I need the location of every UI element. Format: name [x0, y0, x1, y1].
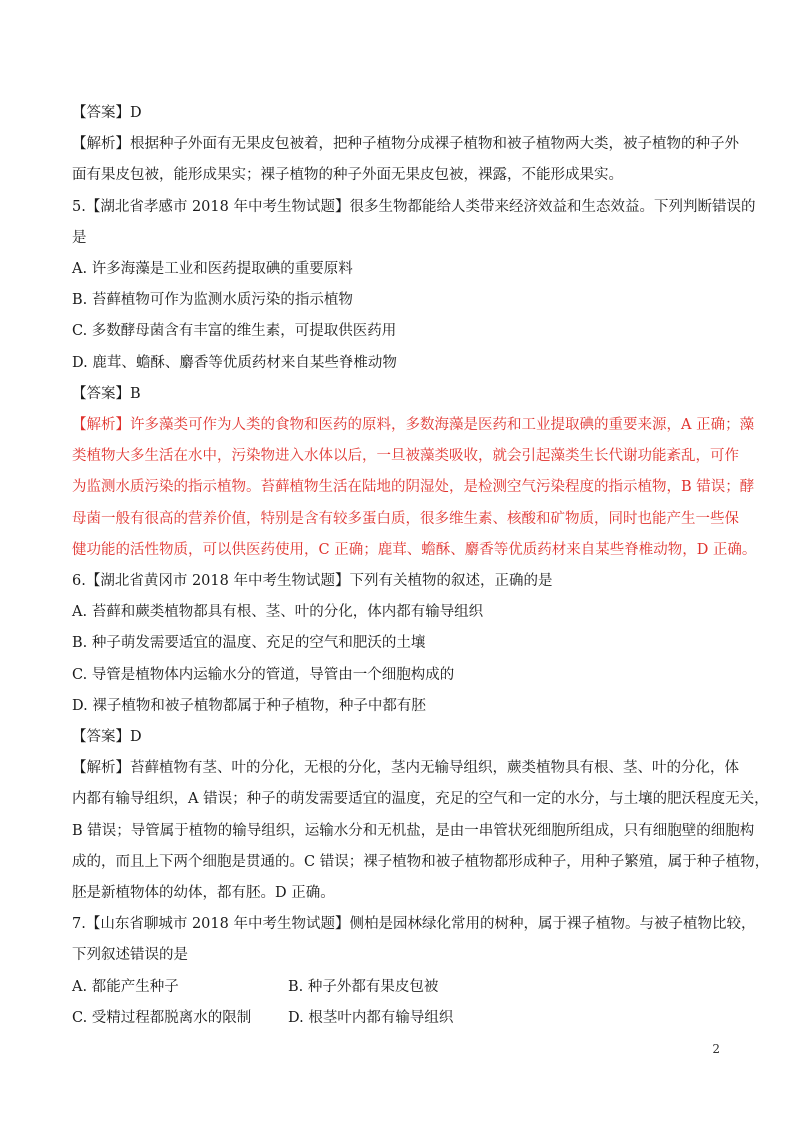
- page-number: 2: [712, 1042, 720, 1056]
- page-content: [72, 98, 770, 1034]
- option-line: A. 许多海藻是工业和医药提取碘的重要原料: [72, 261, 353, 278]
- option-line: D. 裸子植物和被子植物都属于种子植物，种子中都有胚: [72, 697, 426, 714]
- question-line: 是: [72, 229, 87, 246]
- option-line: C. 导管是植物体内运输水分的管道，导管由一个细胞构成的: [72, 666, 455, 683]
- option-right: D. 根茎叶内都有输导组织: [288, 1009, 454, 1026]
- analysis-line: B 错误；导管属于植物的输导组织，运输水分和无机盐，是由一串管状死细胞所组成，只有细胞壁的细胞构: [72, 822, 755, 839]
- answer-line: 【答案】D: [72, 105, 142, 121]
- analysis-line: 胚是新植物体的幼体，都有胚。D 正确。: [72, 885, 335, 902]
- option-right: B. 种子外都有果皮包被: [288, 978, 439, 995]
- analysis-line: 成的，而且上下两个细胞是贯通的。C 错误；裸子植物和被子植物都形成种子，用种子繁殖，属于种子植物，: [72, 853, 770, 870]
- option-row: [72, 1003, 724, 1034]
- question-line: 7.【山东省聊城市 2018 年中考生物试题】侧柏是园林绿化常用的树种，属于裸子植物。与被子植物比较，: [72, 916, 756, 933]
- option-left: C. 受精过程都脱离水的限制: [72, 1009, 252, 1026]
- option-line: B. 种子萌发需要适宜的温度、充足的空气和肥沃的土壤: [72, 635, 426, 652]
- analysis-line: 【解析】苔藓植物有茎、叶的分化，无根的分化，茎内无输导组织，蕨类植物具有根、茎、叶的分化，体: [72, 760, 739, 777]
- analysis-line: 【解析】许多藻类可作为人类的食物和医药的原料，多数海藻是医药和工业提取碘的重要来源，A 正确；藻: [72, 417, 755, 434]
- option-line: C. 多数酵母菌含有丰富的维生素，可提取供医药用: [72, 323, 397, 340]
- text-blocks: [72, 98, 770, 972]
- analysis-line: 母菌一般有很高的营养价值，特别是含有较多蛋白质，很多维生素、核酸和矿物质，同时也能产生一些保: [72, 510, 739, 527]
- question-line: 6.【湖北省黄冈市 2018 年中考生物试题】下列有关植物的叙述，正确的是: [72, 573, 553, 590]
- q7-options: [72, 972, 724, 1034]
- analysis-line: 【解析】根据种子外面有无果皮包被着，把种子植物分成裸子植物和被子植物两大类，被子植物的种子外: [72, 136, 739, 153]
- answer-line: 【答案】B: [72, 385, 141, 402]
- analysis-line: 类植物大多生活在水中，污染物进入水体以后，一旦被藻类吸收，就会引起藻类生长代谢功能紊乱，可作: [72, 448, 739, 465]
- question-line: 5.【湖北省孝感市 2018 年中考生物试题】很多生物都能给人类带来经济效益和生态效益。下列判断错误的: [72, 198, 756, 215]
- option-line: A. 苔藓和蕨类植物都具有根、茎、叶的分化，体内都有输导组织: [72, 604, 484, 621]
- option-left: A. 都能产生种子: [72, 978, 179, 995]
- option-row: [72, 972, 724, 1003]
- answer-line: 【答案】D: [72, 729, 142, 746]
- question-line: 下列叙述错误的是: [72, 947, 188, 964]
- option-line: B. 苔藓植物可作为监测水质污染的指示植物: [72, 292, 353, 309]
- analysis-line: 健功能的活性物质，可以供医药使用，C 正确；鹿茸、蟾酥、麝香等优质药材来自某些脊椎动物，D 正确。: [72, 541, 757, 558]
- analysis-line: 面有果皮包被，能形成果实；裸子植物的种子外面无果皮包被，裸露，不能形成果实。: [72, 167, 623, 184]
- option-line: D. 鹿茸、蟾酥、麝香等优质药材来自某些脊椎动物: [72, 354, 397, 371]
- analysis-line: 为监测水质污染的指示植物。苔藓植物生活在陆地的阴湿处，是检测空气污染程度的指示植物，B 错误；酵: [72, 479, 755, 496]
- analysis-line: 内都有输导组织，A 错误；种子的萌发需要适宜的温度，充足的空气和一定的水分，与土壤的肥沃程度无关，: [72, 791, 769, 808]
